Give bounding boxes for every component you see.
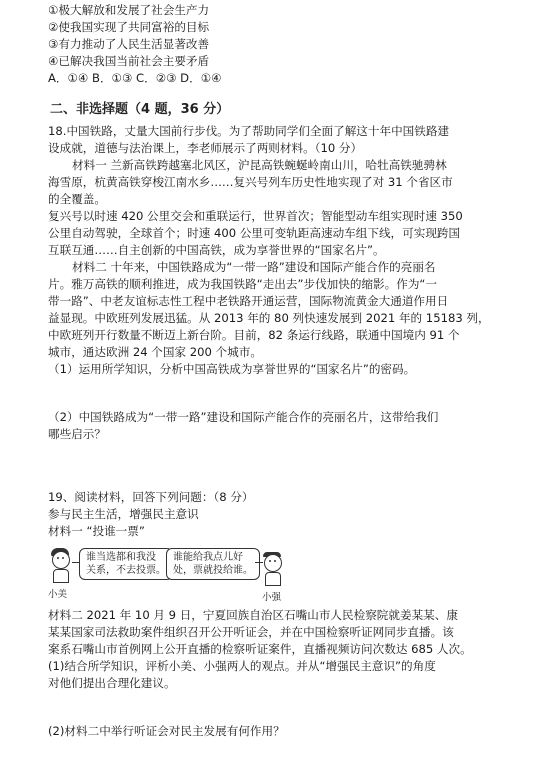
q18-line: 哪些启示？ <box>48 427 106 441</box>
boy-body-icon <box>265 572 281 586</box>
q19-line: 参与民主生活，增强民主意识 <box>48 507 199 521</box>
right-bubble-line-2: 处，票就投给谁。 <box>173 565 253 576</box>
q18-line: 设成就，道德与法治课上，李老师展示了两则材料。（10 分） <box>48 141 363 155</box>
right-person-name: 小强 <box>262 592 282 603</box>
q19-material-1: 材料一 “投谁一票” <box>48 524 145 538</box>
left-bubble-line-2: 关系，不去投票。 <box>86 565 166 576</box>
q18-line: 片。雅万高铁的顺利推进，成为我国铁路“走出去”步伐加快的缩影。作为“一 <box>48 277 438 291</box>
q18-line: 复兴号以时速 420 公里交会和重联运行，世界首次；智能型动车组实现时速 350 <box>48 209 463 223</box>
q18-line: 的全覆盖。 <box>48 192 106 206</box>
q19-subquestion-1: (1)结合所学知识，评析小美、小强两人的观点。并从“增强民主意识”的角度 <box>48 659 436 673</box>
q18-line: 公里自动驾驶，全球首个；时速 400 公里可变轨距高速动车组下线，可实现跨国 <box>48 226 461 240</box>
q18-line: 带一路”、中老友谊标志性工程中老铁路开通运营，国际物流黄金大通道作用日 <box>48 294 449 308</box>
left-person-name: 小美 <box>48 589 68 600</box>
boy-face-icon <box>264 554 282 572</box>
girl-body-icon <box>53 569 69 583</box>
q19-line: 对他们提出合理化建议。 <box>48 676 176 690</box>
q18-line: 材料二 十年来，中国铁路成为“一带一路”建设和国际产能合作的亮丽名 <box>72 260 436 274</box>
q19-line: 案系石嘴山市首例网上公开直播的检察听证案件，直播视频访问次数达 685 人次。 <box>48 642 472 656</box>
girl-face-icon <box>52 551 70 569</box>
right-bubble-line-1: 谁能给我点儿好 <box>173 552 243 563</box>
option-4: ④已解决我国当前社会主要矛盾 <box>48 54 210 68</box>
cartoon-illustration <box>48 546 288 606</box>
section-heading: 二、非选择题（4 题，36 分） <box>50 102 230 117</box>
q19-material-2: 材料二 2021 年 10 月 9 日，宁夏回族自治区石嘴山市人民检察院就姜某某、康 <box>48 608 458 622</box>
option-3: ③有力推动了人民生活显著改善 <box>48 37 210 51</box>
option-2: ②使我国实现了共同富裕的目标 <box>48 20 210 34</box>
q18-line: 海雪原，杭黄高铁穿梭江南水乡……复兴号列车历史性地实现了对 31 个省区市 <box>48 175 453 189</box>
q18-subquestion-2: （2）中国铁路成为“一带一路”建设和国际产能合作的亮丽名片，这带给我们 <box>48 410 439 424</box>
left-bubble-line-1: 谁当选都和我没 <box>86 552 156 563</box>
q18-line: 18.中国铁路，丈量大国前行步伐。为了帮助同学们全面了解这十年中国铁路建 <box>48 124 450 138</box>
answer-choices: A．①④ B．①③ C．②③ D．①④ <box>48 71 222 85</box>
right-speech-bubble <box>166 548 260 580</box>
q18-line: 城市，通达欧洲 24 个国家 200 个城市。 <box>48 345 262 359</box>
q18-line: 材料一 兰新高铁跨越塞北风区，沪昆高铁蜿蜒岭南山川，哈牡高铁驰骋林 <box>72 158 447 172</box>
q19-line: 19、阅读材料，回答下列问题：（8 分） <box>48 490 254 504</box>
q18-line: 中欧班列开行数量不断迈上新台阶。目前，82 条运行线路，联通中国境内 91 个 <box>48 328 460 342</box>
q19-line: 某某国家司法救助案件组织召开公开听证会，并在中国检察听证网同步直播。该 <box>48 625 454 639</box>
q18-subquestion-1: （1）运用所学知识，分析中国高铁成为享誉世界的“国家名片”的密码。 <box>48 362 416 376</box>
left-speech-bubble <box>79 548 173 580</box>
q19-subquestion-2: (2)材料二中举行听证会对民主发展有何作用？ <box>48 724 285 738</box>
option-1: ①极大解放和发展了社会生产力 <box>48 3 210 17</box>
q18-line: 互联互通……自主创新的中国高铁，成为享誉世界的“国家名片”。 <box>48 243 385 257</box>
q18-line: 益显现。中欧班列发展迅猛。从 2013 年的 80 列快速发展到 2021 年的 15183 列， <box>48 311 490 325</box>
